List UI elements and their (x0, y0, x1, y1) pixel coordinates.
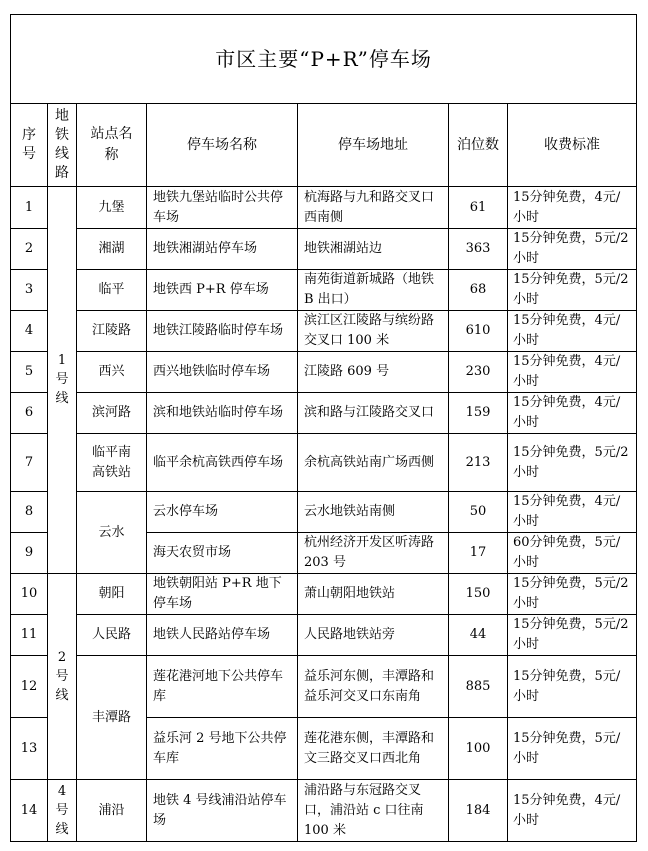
seq-cell: 11 (11, 615, 48, 656)
header-seq: 序号 (11, 104, 48, 187)
table-row (11, 615, 637, 656)
address-cell: 地铁湘湖站边 (298, 229, 449, 270)
table-row (11, 311, 637, 352)
spaces-cell: 230 (449, 352, 508, 393)
spaces-cell: 885 (449, 656, 508, 718)
lot-name-cell: 莲花港河地下公共停车库 (147, 656, 298, 718)
table-row (11, 656, 637, 718)
station-cell: 朝阳 (77, 574, 147, 615)
seq-cell: 2 (11, 229, 48, 270)
line-cell-4: 4号线 (48, 780, 77, 842)
station-cell: 西兴 (77, 352, 147, 393)
seq-cell: 10 (11, 574, 48, 615)
table-row (11, 393, 637, 434)
address-cell: 滨和路与江陵路交叉口 (298, 393, 449, 434)
station-cell: 人民路 (77, 615, 147, 656)
station-cell: 湘湖 (77, 229, 147, 270)
station-cell: 云水 (77, 492, 147, 574)
lot-name-cell: 地铁 4 号线浦沿站停车场 (147, 780, 298, 842)
table-row (11, 352, 637, 393)
address-cell: 余杭高铁站南广场西侧 (298, 434, 449, 492)
address-cell: 江陵路 609 号 (298, 352, 449, 393)
spaces-cell: 363 (449, 229, 508, 270)
header-address: 停车场地址 (298, 104, 449, 187)
header-lot-name: 停车场名称 (147, 104, 298, 187)
lot-name-cell: 滨和地铁站临时停车场 (147, 393, 298, 434)
seq-cell: 8 (11, 492, 48, 533)
address-cell: 萧山朝阳地铁站 (298, 574, 449, 615)
table-row (11, 780, 637, 842)
seq-cell: 6 (11, 393, 48, 434)
parking-table (10, 14, 637, 842)
spaces-cell: 61 (449, 187, 508, 229)
seq-cell: 3 (11, 270, 48, 311)
lot-name-cell: 海天农贸市场 (147, 533, 298, 574)
table-row (11, 229, 637, 270)
spaces-cell: 213 (449, 434, 508, 492)
fee-cell: 60分钟免费，5元/小时 (508, 533, 637, 574)
fee-cell: 15分钟免费，5元/小时 (508, 656, 637, 718)
spaces-cell: 610 (449, 311, 508, 352)
lot-name-cell: 地铁九堡站临时公共停车场 (147, 187, 298, 229)
address-cell: 杭海路与九和路交叉口西南侧 (298, 187, 449, 229)
lot-name-cell: 地铁人民路站停车场 (147, 615, 298, 656)
fee-cell: 15分钟免费，5元/2小时 (508, 615, 637, 656)
fee-cell: 15分钟免费，5元/2小时 (508, 270, 637, 311)
table-row (11, 492, 637, 533)
header-fee: 收费标准 (508, 104, 637, 187)
fee-cell: 15分钟免费，4元/小时 (508, 311, 637, 352)
seq-cell: 14 (11, 780, 48, 842)
header-spaces: 泊位数 (449, 104, 508, 187)
spaces-cell: 68 (449, 270, 508, 311)
header-station: 站点名称 (77, 104, 147, 187)
station-cell: 临平 (77, 270, 147, 311)
fee-cell: 15分钟免费，4元/小时 (508, 492, 637, 533)
fee-cell: 15分钟免费，4元/小时 (508, 352, 637, 393)
lot-name-cell: 临平余杭高铁西停车场 (147, 434, 298, 492)
lot-name-cell: 西兴地铁临时停车场 (147, 352, 298, 393)
table-row (11, 434, 637, 492)
lot-name-cell: 云水停车场 (147, 492, 298, 533)
address-cell: 莲花港东侧，丰潭路和文三路交叉口西北角 (298, 718, 449, 780)
table-row (11, 187, 637, 229)
lot-name-cell: 地铁湘湖站停车场 (147, 229, 298, 270)
seq-cell: 1 (11, 187, 48, 229)
table-row (11, 574, 637, 615)
fee-cell: 15分钟免费，5元/2小时 (508, 574, 637, 615)
lot-name-cell: 地铁朝阳站 P+R 地下停车场 (147, 574, 298, 615)
seq-cell: 7 (11, 434, 48, 492)
spaces-cell: 150 (449, 574, 508, 615)
address-cell: 南苑街道新城路（地铁 B 出口） (298, 270, 449, 311)
spaces-cell: 17 (449, 533, 508, 574)
table-row (11, 270, 637, 311)
spaces-cell: 159 (449, 393, 508, 434)
station-cell: 临平南高铁站 (77, 434, 147, 492)
address-cell: 云水地铁站南侧 (298, 492, 449, 533)
address-cell: 杭州经济开发区听涛路 203 号 (298, 533, 449, 574)
page-title: 市区主要“P+R”停车场 (11, 15, 637, 104)
lot-name-cell: 地铁江陵路临时停车场 (147, 311, 298, 352)
line-cell-2: 2号线 (48, 574, 77, 780)
lot-name-cell: 地铁西 P+R 停车场 (147, 270, 298, 311)
station-cell: 九堡 (77, 187, 147, 229)
header-line: 地铁线路 (48, 104, 77, 187)
spaces-cell: 44 (449, 615, 508, 656)
lot-name-cell: 益乐河 2 号地下公共停车库 (147, 718, 298, 780)
seq-cell: 13 (11, 718, 48, 780)
fee-cell: 15分钟免费，4元/小时 (508, 187, 637, 229)
address-cell: 益乐河东侧，丰潭路和益乐河交叉口东南角 (298, 656, 449, 718)
line-cell-1: 1号线 (48, 187, 77, 574)
address-cell: 浦沿路与东冠路交叉口，浦沿站 c 口往南 100 米 (298, 780, 449, 842)
seq-cell: 9 (11, 533, 48, 574)
fee-cell: 15分钟免费，5元/2小时 (508, 229, 637, 270)
fee-cell: 15分钟免费，5元/小时 (508, 718, 637, 780)
fee-cell: 15分钟免费，5元/2小时 (508, 434, 637, 492)
spaces-cell: 50 (449, 492, 508, 533)
seq-cell: 5 (11, 352, 48, 393)
fee-cell: 15分钟免费，4元/小时 (508, 393, 637, 434)
address-cell: 人民路地铁站旁 (298, 615, 449, 656)
station-cell: 浦沿 (77, 780, 147, 842)
spaces-cell: 184 (449, 780, 508, 842)
station-cell: 滨河路 (77, 393, 147, 434)
station-cell: 江陵路 (77, 311, 147, 352)
address-cell: 滨江区江陵路与缤纷路交叉口 100 米 (298, 311, 449, 352)
station-cell: 丰潭路 (77, 656, 147, 780)
seq-cell: 12 (11, 656, 48, 718)
spaces-cell: 100 (449, 718, 508, 780)
seq-cell: 4 (11, 311, 48, 352)
header-row (11, 104, 637, 187)
fee-cell: 15分钟免费，4元/小时 (508, 780, 637, 842)
